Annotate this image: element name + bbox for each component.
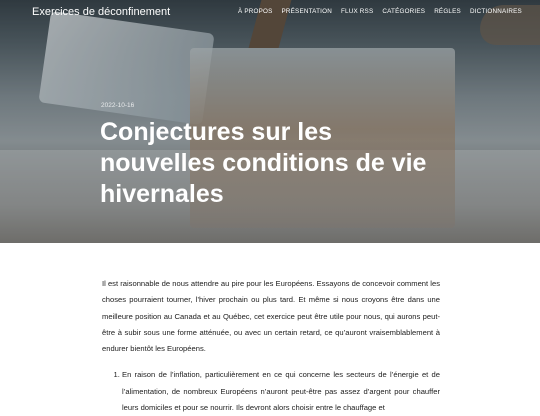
- menu-item-categories[interactable]: CATÉGORIES: [382, 8, 426, 15]
- site-title-link[interactable]: Exercices de déconfinement: [32, 6, 171, 18]
- post-title: Conjectures sur les nouvelles conditions de vie hivernales: [100, 118, 427, 208]
- menu-item-dictionnaires[interactable]: DICTIONNAIRES: [469, 8, 522, 15]
- main-menu: [238, 8, 522, 15]
- post-intro-paragraph: Il est raisonnable de nous attendre au pire pour les Européens. Essayons de concevoir comment les choses pourraient tourner, l’hiver prochain ou plus tard. Et même si nous croyons être dans une meilleure position au Canada et au Québec, cet exercice peut être utile pour nous, qui aurons peut-être à subir sous une forme atténuée, ou avec un certain retard, ce qu’auront vraisemblablement à endurer bientôt les Européens.: [102, 279, 440, 354]
- menu-item-a-propos[interactable]: À PROPOS: [238, 8, 273, 15]
- menu-item-flux-rss[interactable]: FLUX RSS: [340, 8, 374, 15]
- menu-item-regles[interactable]: RÉGLES: [434, 8, 461, 15]
- post-numbered-list: [102, 367, 440, 416]
- top-navigation: [0, 6, 540, 22]
- post-date: 2022-10-16: [101, 102, 135, 109]
- post-content: [102, 276, 440, 416]
- list-item: 1. En raison de l’inflation, particulièrement en ce qui concerne les secteurs de l’énergie et de l’alimentation, de nombreux Européens n’auront peut-être pas assez d’argent pour chauffer leurs domiciles et pour se nourrir. Ils devront alors choisir entre le chauffage et: [122, 367, 440, 416]
- menu-item-presentation[interactable]: PRÉSENTATION: [281, 8, 332, 15]
